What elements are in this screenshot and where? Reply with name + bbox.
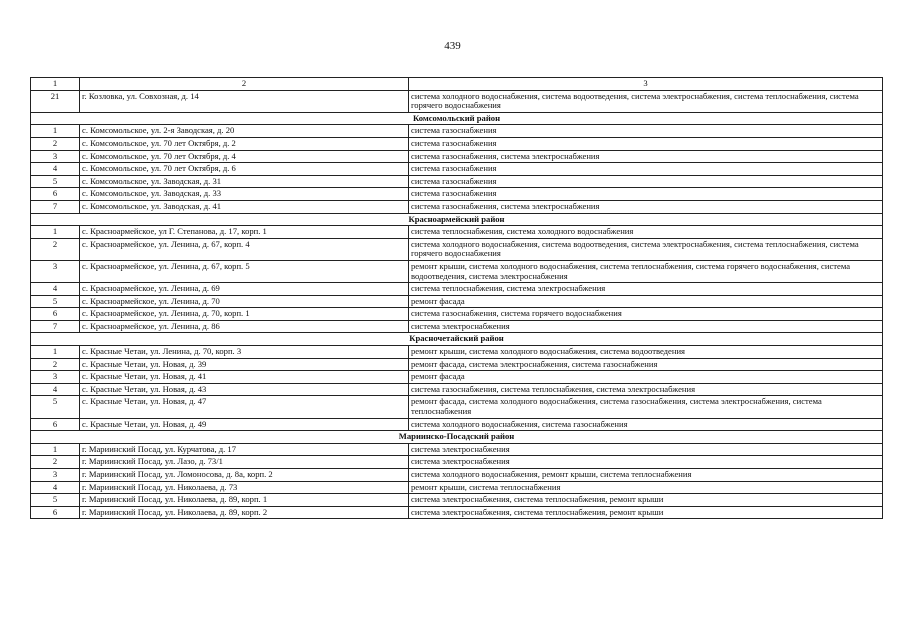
table-header-row [31, 78, 883, 91]
work-types-cell: ремонт крыши, система холодного водоснабжения, система водоотведения [409, 346, 883, 359]
work-types-cell: система электроснабжения [409, 456, 883, 469]
address-cell: г. Мариинский Посад, ул. Николаева, д. 89, корп. 2 [80, 506, 409, 519]
district-title: Красноармейский район [31, 213, 883, 226]
work-types-cell: система газоснабжения [409, 137, 883, 150]
address-cell: г. Мариинский Посад, ул. Николаева, д. 73 [80, 481, 409, 494]
work-types-cell: система электроснабжения [409, 443, 883, 456]
address-cell: г. Мариинский Посад, ул. Лазо, д. 73/1 [80, 456, 409, 469]
work-types-cell: ремонт фасада [409, 371, 883, 384]
table-row [31, 358, 883, 371]
address-cell: с. Красные Четаи, ул. Новая, д. 43 [80, 383, 409, 396]
row-number: 5 [31, 494, 80, 507]
row-number: 1 [31, 443, 80, 456]
work-types-cell: ремонт крыши, система теплоснабжения [409, 481, 883, 494]
address-cell: с. Красноармейское, ул. Ленина, д. 70 [80, 295, 409, 308]
table-row [31, 260, 883, 282]
address-cell: с. Красноармейское, ул Г. Степанова, д. 17, корп. 1 [80, 226, 409, 239]
table-body [31, 78, 883, 519]
buildings-table [30, 77, 883, 519]
row-number: 3 [31, 371, 80, 384]
header-col-1: 1 [31, 78, 80, 91]
address-cell: с. Красноармейское, ул. Ленина, д. 67, корп. 4 [80, 238, 409, 260]
district-section-row [31, 431, 883, 444]
address-cell: с. Красные Четаи, ул. Новая, д. 39 [80, 358, 409, 371]
address-cell: с. Комсомольское, ул. 2-я Заводская, д. 20 [80, 125, 409, 138]
table-row [31, 396, 883, 418]
address-cell: г. Мариинский Посад, ул. Курчатова, д. 17 [80, 443, 409, 456]
row-number: 5 [31, 175, 80, 188]
row-number: 3 [31, 260, 80, 282]
table-row [31, 481, 883, 494]
work-types-cell: система теплоснабжения, система электроснабжения [409, 283, 883, 296]
work-types-cell: ремонт крыши, система холодного водоснабжения, система теплоснабжения, система горячего водоснабжения, система водоотведения, система электроснабжения [409, 260, 883, 282]
row-number: 3 [31, 469, 80, 482]
table-row [31, 383, 883, 396]
work-types-cell: ремонт фасада, система электроснабжения, система газоснабжения [409, 358, 883, 371]
district-section-row [31, 112, 883, 125]
address-cell: с. Комсомольское, ул. Заводская, д. 41 [80, 200, 409, 213]
header-col-2: 2 [80, 78, 409, 91]
address-cell: с. Красные Четаи, ул. Новая, д. 49 [80, 418, 409, 431]
row-number: 2 [31, 137, 80, 150]
row-number: 2 [31, 238, 80, 260]
table-row [31, 125, 883, 138]
work-types-cell: система газоснабжения [409, 188, 883, 201]
row-number: 4 [31, 283, 80, 296]
work-types-cell: система холодного водоснабжения, система водоотведения, система электроснабжения, система теплоснабжения, система горячего водоснабжения [409, 90, 883, 112]
address-cell: г. Мариинский Посад, ул. Николаева, д. 89, корп. 1 [80, 494, 409, 507]
address-cell: с. Красноармейское, ул. Ленина, д. 67, корп. 5 [80, 260, 409, 282]
row-number: 2 [31, 358, 80, 371]
district-title: Мариинско-Посадский район [31, 431, 883, 444]
district-section-row [31, 333, 883, 346]
header-col-3: 3 [409, 78, 883, 91]
work-types-cell: система газоснабжения, система электроснабжения [409, 150, 883, 163]
address-cell: г. Козловка, ул. Совхозная, д. 14 [80, 90, 409, 112]
row-number: 1 [31, 125, 80, 138]
row-number: 1 [31, 226, 80, 239]
table-row [31, 238, 883, 260]
row-number: 3 [31, 150, 80, 163]
table-row [31, 506, 883, 519]
work-types-cell: система электроснабжения [409, 320, 883, 333]
address-cell: с. Комсомольское, ул. 70 лет Октября, д. 2 [80, 137, 409, 150]
table-row [31, 371, 883, 384]
table-row [31, 469, 883, 482]
address-cell: с. Красные Четаи, ул. Новая, д. 47 [80, 396, 409, 418]
table-row [31, 346, 883, 359]
table-row [31, 150, 883, 163]
work-types-cell: система газоснабжения, система горячего водоснабжения [409, 308, 883, 321]
address-cell: с. Красные Четаи, ул. Ленина, д. 70, корп. 3 [80, 346, 409, 359]
table-row [31, 163, 883, 176]
row-number: 6 [31, 308, 80, 321]
row-number: 6 [31, 418, 80, 431]
address-cell: с. Красноармейское, ул. Ленина, д. 70, корп. 1 [80, 308, 409, 321]
page-number: 439 [444, 40, 461, 52]
address-cell: с. Комсомольское, ул. Заводская, д. 33 [80, 188, 409, 201]
address-cell: с. Красноармейское, ул. Ленина, д. 69 [80, 283, 409, 296]
row-number: 2 [31, 456, 80, 469]
table-row [31, 137, 883, 150]
work-types-cell: система холодного водоснабжения, ремонт крыши, система теплоснабжения [409, 469, 883, 482]
work-types-cell: система газоснабжения [409, 125, 883, 138]
work-types-cell: система теплоснабжения, система холодного водоснабжения [409, 226, 883, 239]
table-row [31, 295, 883, 308]
work-types-cell: ремонт фасада, система холодного водоснабжения, система газоснабжения, система электроснабжения, система теплоснабжения [409, 396, 883, 418]
work-types-cell: система электроснабжения, система теплоснабжения, ремонт крыши [409, 506, 883, 519]
work-types-cell: система газоснабжения, система электроснабжения [409, 200, 883, 213]
row-number: 7 [31, 200, 80, 213]
district-title: Красночетайский район [31, 333, 883, 346]
row-number: 4 [31, 383, 80, 396]
row-number: 4 [31, 481, 80, 494]
table-row [31, 283, 883, 296]
work-types-cell: система холодного водоснабжения, система газоснабжения [409, 418, 883, 431]
table-row [31, 226, 883, 239]
work-types-cell: система электроснабжения, система теплоснабжения, ремонт крыши [409, 494, 883, 507]
address-cell: с. Комсомольское, ул. Заводская, д. 31 [80, 175, 409, 188]
row-number: 21 [31, 90, 80, 112]
work-types-cell: система газоснабжения [409, 175, 883, 188]
work-types-cell: ремонт фасада [409, 295, 883, 308]
row-number: 4 [31, 163, 80, 176]
table-row [31, 418, 883, 431]
row-number: 5 [31, 396, 80, 418]
row-number: 5 [31, 295, 80, 308]
address-cell: с. Красноармейское, ул. Ленина, д. 86 [80, 320, 409, 333]
address-cell: с. Комсомольское, ул. 70 лет Октября, д. 6 [80, 163, 409, 176]
address-cell: с. Красные Четаи, ул. Новая, д. 41 [80, 371, 409, 384]
row-number: 6 [31, 188, 80, 201]
table-row [31, 308, 883, 321]
table-row [31, 320, 883, 333]
row-number: 1 [31, 346, 80, 359]
row-number: 7 [31, 320, 80, 333]
table-row [31, 456, 883, 469]
table-row [31, 200, 883, 213]
work-types-cell: система газоснабжения, система теплоснабжения, система электроснабжения [409, 383, 883, 396]
district-section-row [31, 213, 883, 226]
district-title: Комсомольский район [31, 112, 883, 125]
table-row [31, 443, 883, 456]
work-types-cell: система газоснабжения [409, 163, 883, 176]
table-row [31, 494, 883, 507]
address-cell: г. Мариинский Посад, ул. Ломоносова, д. 8а, корп. 2 [80, 469, 409, 482]
row-number: 6 [31, 506, 80, 519]
table-row [31, 175, 883, 188]
table-row [31, 90, 883, 112]
address-cell: с. Комсомольское, ул. 70 лет Октября, д. 4 [80, 150, 409, 163]
work-types-cell: система холодного водоснабжения, система водоотведения, система электроснабжения, система теплоснабжения, система горячего водоснабжения [409, 238, 883, 260]
table-row [31, 188, 883, 201]
